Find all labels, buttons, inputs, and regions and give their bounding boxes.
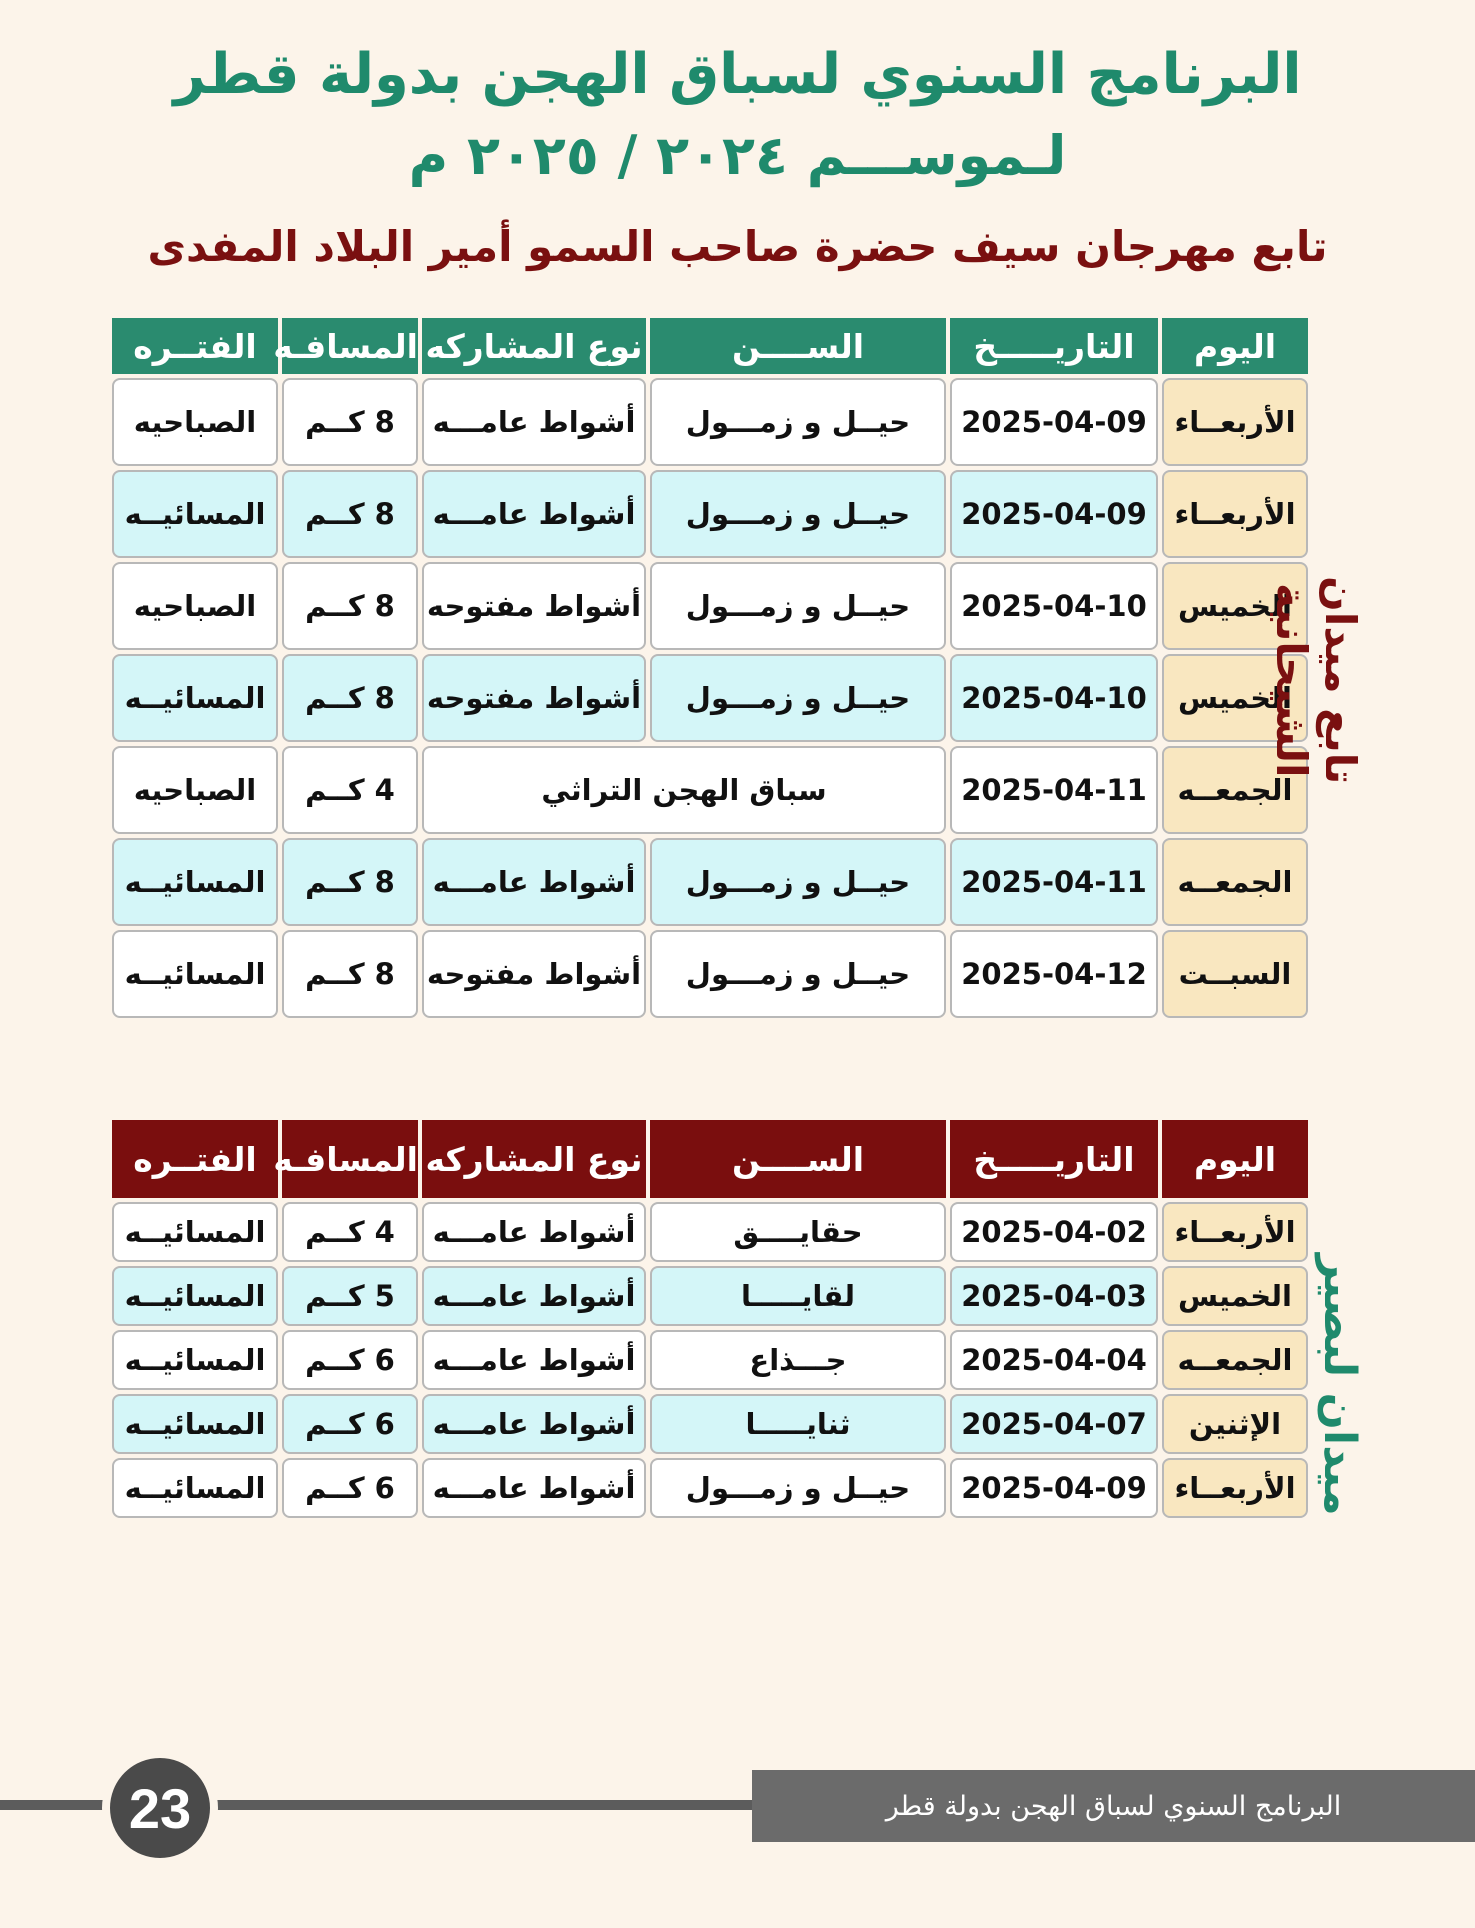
cell-type: أشواط عامـــه (422, 1458, 646, 1518)
cell-period: المسائيــه (112, 1394, 278, 1454)
cell-date: 2025-04-12 (950, 930, 1158, 1018)
header-type: نوع المشاركه (422, 1120, 646, 1198)
cell-distance: 6 كــم (282, 1394, 418, 1454)
table-row (112, 930, 1308, 1018)
table-header-row (112, 1120, 1308, 1198)
cell-day: الأربعــاء (1162, 1202, 1308, 1262)
cell-date: 2025-04-02 (950, 1202, 1158, 1262)
cell-distance: 8 كــم (282, 838, 418, 926)
cell-period: المسائيــه (112, 1330, 278, 1390)
cell-period: المسائيــه (112, 1202, 278, 1262)
cell-date: 2025-04-11 (950, 746, 1158, 834)
table-row (112, 746, 1308, 834)
cell-period: الصباحيه (112, 378, 278, 466)
side-label-shahaniya: تابع ميدان الشيحانية (1267, 575, 1365, 785)
table-row (112, 1394, 1308, 1454)
cell-day: السبــت (1162, 930, 1308, 1018)
cell-age: حيــل و زمـــول (650, 930, 946, 1018)
cell-date: 2025-04-09 (950, 378, 1158, 466)
cell-day: الإثنين (1162, 1394, 1308, 1454)
cell-date: 2025-04-03 (950, 1266, 1158, 1326)
cell-period: المسائيــه (112, 1266, 278, 1326)
cell-date: 2025-04-10 (950, 654, 1158, 742)
table-row (112, 562, 1308, 650)
cell-period: المسائيــه (112, 930, 278, 1018)
cell-heritage-race: سباق الهجن التراثي (422, 746, 946, 834)
cell-age: حيــل و زمـــول (650, 838, 946, 926)
cell-age: حيــل و زمـــول (650, 1458, 946, 1518)
header-age: الســــن (650, 1120, 946, 1198)
cell-distance: 8 كــم (282, 654, 418, 742)
cell-date: 2025-04-09 (950, 470, 1158, 558)
header-date: التاريـــــخ (950, 318, 1158, 374)
table-header-row (112, 318, 1308, 374)
cell-age: جـــذاع (650, 1330, 946, 1390)
cell-day: الأربعــاء (1162, 470, 1308, 558)
cell-period: المسائيــه (112, 654, 278, 742)
table-row (112, 1458, 1308, 1518)
cell-period: الصباحيه (112, 746, 278, 834)
header-day: اليوم (1162, 1120, 1308, 1198)
footer-title: البرنامج السنوي لسباق الهجن بدولة قطر (752, 1770, 1475, 1842)
cell-date: 2025-04-04 (950, 1330, 1158, 1390)
cell-date: 2025-04-10 (950, 562, 1158, 650)
page-number: 23 (102, 1750, 218, 1866)
cell-day: الخميس (1162, 654, 1308, 742)
cell-date: 2025-04-09 (950, 1458, 1158, 1518)
table-row (112, 1330, 1308, 1390)
cell-day: الخميس (1162, 562, 1308, 650)
season-title: لـموســـم ٢٠٢٤ / ٢٠٢٥ م (408, 124, 1067, 187)
table-row (112, 838, 1308, 926)
table-row (112, 378, 1308, 466)
cell-period: المسائيــه (112, 838, 278, 926)
table-row (112, 1266, 1308, 1326)
cell-age: حقايــــق (650, 1202, 946, 1262)
header-day: اليوم (1162, 318, 1308, 374)
header-distance: المسافـه (282, 1120, 418, 1198)
header-age: الســــن (650, 318, 946, 374)
cell-type: أشواط عامـــه (422, 1330, 646, 1390)
cell-day: الأربعــاء (1162, 378, 1308, 466)
table-row (112, 470, 1308, 558)
cell-distance: 8 كــم (282, 470, 418, 558)
cell-type: أشواط مفتوحه (422, 654, 646, 742)
schedule-table-labsair (108, 1116, 1312, 1522)
cell-distance: 5 كــم (282, 1266, 418, 1326)
page-title: البرنامج السنوي لسباق الهجن بدولة قطر (173, 42, 1302, 107)
cell-age: حيــل و زمـــول (650, 378, 946, 466)
header-period: الفتــره (112, 1120, 278, 1198)
cell-type: أشواط عامـــه (422, 838, 646, 926)
cell-age: حيــل و زمـــول (650, 470, 946, 558)
cell-age: ثنايـــــا (650, 1394, 946, 1454)
cell-type: أشواط عامـــه (422, 470, 646, 558)
header-distance: المسافـه (282, 318, 418, 374)
cell-day: الأربعــاء (1162, 1458, 1308, 1518)
cell-period: الصباحيه (112, 562, 278, 650)
cell-distance: 6 كــم (282, 1330, 418, 1390)
cell-distance: 8 كــم (282, 378, 418, 466)
cell-age: حيــل و زمـــول (650, 654, 946, 742)
cell-date: 2025-04-07 (950, 1394, 1158, 1454)
cell-type: أشواط عامـــه (422, 378, 646, 466)
cell-distance: 4 كــم (282, 1202, 418, 1262)
schedule-table-shahaniya (108, 314, 1312, 1022)
side-label-labsair: ميدان لبصير (1314, 1254, 1365, 1516)
cell-type: أشواط عامـــه (422, 1394, 646, 1454)
cell-day: الخميس (1162, 1266, 1308, 1326)
table-row (112, 654, 1308, 742)
cell-distance: 8 كــم (282, 562, 418, 650)
cell-type: أشواط عامـــه (422, 1202, 646, 1262)
cell-type: أشواط عامـــه (422, 1266, 646, 1326)
cell-type: أشواط مفتوحه (422, 930, 646, 1018)
cell-date: 2025-04-11 (950, 838, 1158, 926)
cell-period: المسائيــه (112, 1458, 278, 1518)
cell-distance: 4 كــم (282, 746, 418, 834)
cell-day: الجمعــه (1162, 1330, 1308, 1390)
header-date: التاريـــــخ (950, 1120, 1158, 1198)
cell-distance: 6 كــم (282, 1458, 418, 1518)
cell-distance: 8 كــم (282, 930, 418, 1018)
header-period: الفتــره (112, 318, 278, 374)
cell-day: الجمعــه (1162, 746, 1308, 834)
cell-age: حيــل و زمـــول (650, 562, 946, 650)
header-type: نوع المشاركه (422, 318, 646, 374)
cell-age: لقايـــــا (650, 1266, 946, 1326)
festival-subtitle: تابع مهرجان سيف حضرة صاحب السمو أمير البلاد المفدى (147, 222, 1328, 271)
cell-day: الجمعــه (1162, 838, 1308, 926)
cell-type: أشواط مفتوحه (422, 562, 646, 650)
cell-period: المسائيــه (112, 470, 278, 558)
table-row (112, 1202, 1308, 1262)
